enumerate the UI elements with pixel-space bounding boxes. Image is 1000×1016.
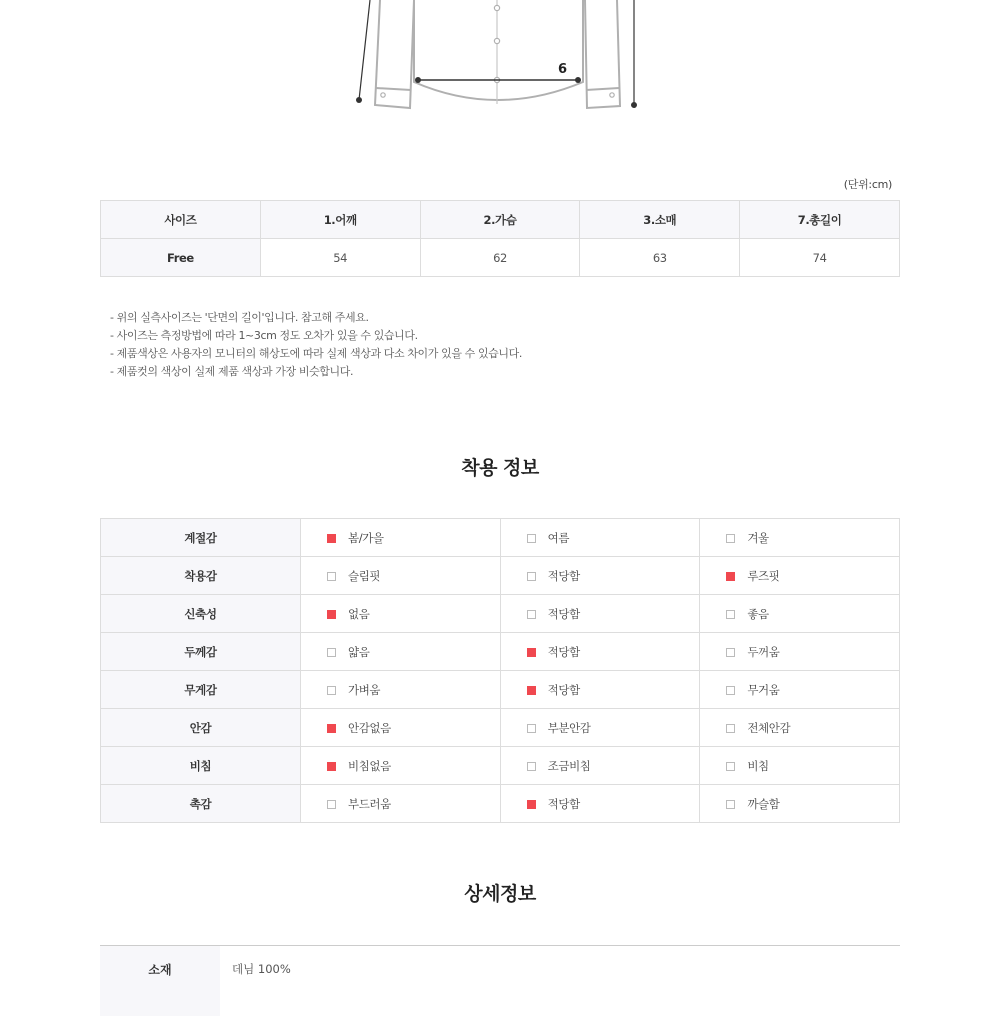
- fit-row-label: 안감: [101, 709, 301, 747]
- fit-option: [500, 671, 700, 709]
- checked-box-icon: [327, 534, 336, 543]
- fit-option-label: 얇음: [348, 645, 369, 659]
- fit-option: [301, 633, 501, 671]
- fit-option-label: 비침: [747, 759, 768, 773]
- unchecked-box-icon: [327, 686, 336, 695]
- shirt-measurement-illustration: [0, 0, 1000, 125]
- fit-option: [500, 709, 700, 747]
- fit-row: [101, 671, 900, 709]
- unchecked-box-icon: [527, 534, 536, 543]
- unchecked-box-icon: [726, 686, 735, 695]
- fit-option: [700, 709, 900, 747]
- fit-option-label: 봄/가을: [348, 531, 384, 545]
- fit-option: [301, 519, 501, 557]
- fit-row-label: 계절감: [101, 519, 301, 557]
- fit-option: [301, 785, 501, 823]
- unchecked-box-icon: [527, 572, 536, 581]
- size-header-cell: 2.가슴: [420, 201, 580, 239]
- fit-row: [101, 747, 900, 785]
- unchecked-box-icon: [327, 648, 336, 657]
- fit-option-label: 겨울: [747, 531, 768, 545]
- size-header-cell: 3.소매: [580, 201, 740, 239]
- unchecked-box-icon: [327, 572, 336, 581]
- fit-option: [500, 519, 700, 557]
- fit-option-label: 전체안감: [747, 721, 790, 735]
- checked-box-icon: [527, 648, 536, 657]
- fit-option-label: 없음: [348, 607, 369, 621]
- unchecked-box-icon: [726, 534, 735, 543]
- fit-option: [500, 557, 700, 595]
- fit-option-label: 가벼움: [348, 683, 380, 697]
- fit-option: [500, 785, 700, 823]
- fit-row-label: 착용감: [101, 557, 301, 595]
- fit-option: [500, 595, 700, 633]
- size-unit-label: (단위:cm): [844, 176, 892, 192]
- unchecked-box-icon: [726, 800, 735, 809]
- fit-option: [301, 709, 501, 747]
- fit-row-label: 무게감: [101, 671, 301, 709]
- fit-option: [301, 595, 501, 633]
- size-chart-header-row: [101, 201, 900, 239]
- checked-box-icon: [726, 572, 735, 581]
- detail-row: [100, 946, 900, 1016]
- fit-option-label: 안감없음: [348, 721, 391, 735]
- fit-option: [500, 747, 700, 785]
- fit-option: [700, 671, 900, 709]
- checked-box-icon: [527, 686, 536, 695]
- size-value-cell: 74: [740, 239, 900, 277]
- note-item: - 사이즈는 측정방법에 따라 1~3cm 정도 오차가 있을 수 있습니다.: [110, 327, 522, 345]
- fit-option-label: 부드러움: [348, 797, 391, 811]
- fit-row-label: 두께감: [101, 633, 301, 671]
- fit-info-title: 착용 정보: [0, 453, 1000, 480]
- fit-option-label: 좋음: [747, 607, 768, 621]
- fit-option-label: 조금비침: [548, 759, 591, 773]
- size-chart-row: [101, 239, 900, 277]
- fit-info-table: [100, 518, 900, 823]
- fit-option: [301, 747, 501, 785]
- detail-label: 소재: [100, 946, 220, 1016]
- size-header-cell: 7.총길이: [740, 201, 900, 239]
- size-chart-table: [100, 200, 900, 277]
- fit-option: [700, 519, 900, 557]
- fit-option-label: 슬림핏: [348, 569, 380, 583]
- fit-row-label: 비침: [101, 747, 301, 785]
- size-header-cell: 사이즈: [101, 201, 261, 239]
- fit-option-label: 루즈핏: [747, 569, 779, 583]
- note-item: - 제품색상은 사용자의 모니터의 해상도에 따라 실제 색상과 다소 차이가 있을 수 있습니다.: [110, 345, 522, 363]
- fit-option: [301, 557, 501, 595]
- fit-row-label: 촉감: [101, 785, 301, 823]
- note-item: - 제품컷의 색상이 실제 제품 색상과 가장 비슷합니다.: [110, 363, 522, 381]
- checked-box-icon: [327, 610, 336, 619]
- fit-option-label: 적당함: [548, 797, 580, 811]
- fit-option-label: 까슬함: [747, 797, 779, 811]
- fit-row: [101, 557, 900, 595]
- fit-option: [500, 633, 700, 671]
- fit-option-label: 적당함: [548, 569, 580, 583]
- fit-option-label: 적당함: [548, 683, 580, 697]
- checked-box-icon: [527, 800, 536, 809]
- fit-row: [101, 595, 900, 633]
- unchecked-box-icon: [527, 762, 536, 771]
- measure-label: 6: [558, 62, 567, 77]
- unchecked-box-icon: [527, 610, 536, 619]
- fit-option-label: 무거움: [747, 683, 779, 697]
- unchecked-box-icon: [527, 724, 536, 733]
- size-notes: [110, 309, 522, 381]
- unchecked-box-icon: [327, 800, 336, 809]
- size-header-cell: 1.어깨: [260, 201, 420, 239]
- note-item: - 위의 실측사이즈는 '단면의 길이'입니다. 참고해 주세요.: [110, 309, 522, 327]
- fit-option: [700, 633, 900, 671]
- fit-option: [700, 747, 900, 785]
- fit-option: [700, 595, 900, 633]
- detail-info-table: [100, 945, 900, 1016]
- detail-info-title: 상세정보: [0, 879, 1000, 906]
- fit-option: [301, 671, 501, 709]
- size-value-cell: 54: [260, 239, 420, 277]
- detail-value: 데님 100%: [220, 946, 900, 1016]
- unchecked-box-icon: [726, 648, 735, 657]
- unchecked-box-icon: [726, 724, 735, 733]
- checked-box-icon: [327, 762, 336, 771]
- fit-row: [101, 519, 900, 557]
- fit-option: [700, 785, 900, 823]
- size-value-cell: 63: [580, 239, 740, 277]
- fit-option-label: 비침없음: [348, 759, 391, 773]
- fit-option-label: 부분안감: [548, 721, 591, 735]
- fit-row: [101, 633, 900, 671]
- fit-row-label: 신축성: [101, 595, 301, 633]
- fit-option: [700, 557, 900, 595]
- fit-option-label: 두꺼움: [747, 645, 779, 659]
- size-value-cell: 62: [420, 239, 580, 277]
- unchecked-box-icon: [726, 610, 735, 619]
- fit-option-label: 적당함: [548, 607, 580, 621]
- fit-option-label: 여름: [548, 531, 569, 545]
- fit-row: [101, 785, 900, 823]
- size-name-cell: Free: [101, 239, 261, 277]
- unchecked-box-icon: [726, 762, 735, 771]
- checked-box-icon: [327, 724, 336, 733]
- fit-row: [101, 709, 900, 747]
- fit-option-label: 적당함: [548, 645, 580, 659]
